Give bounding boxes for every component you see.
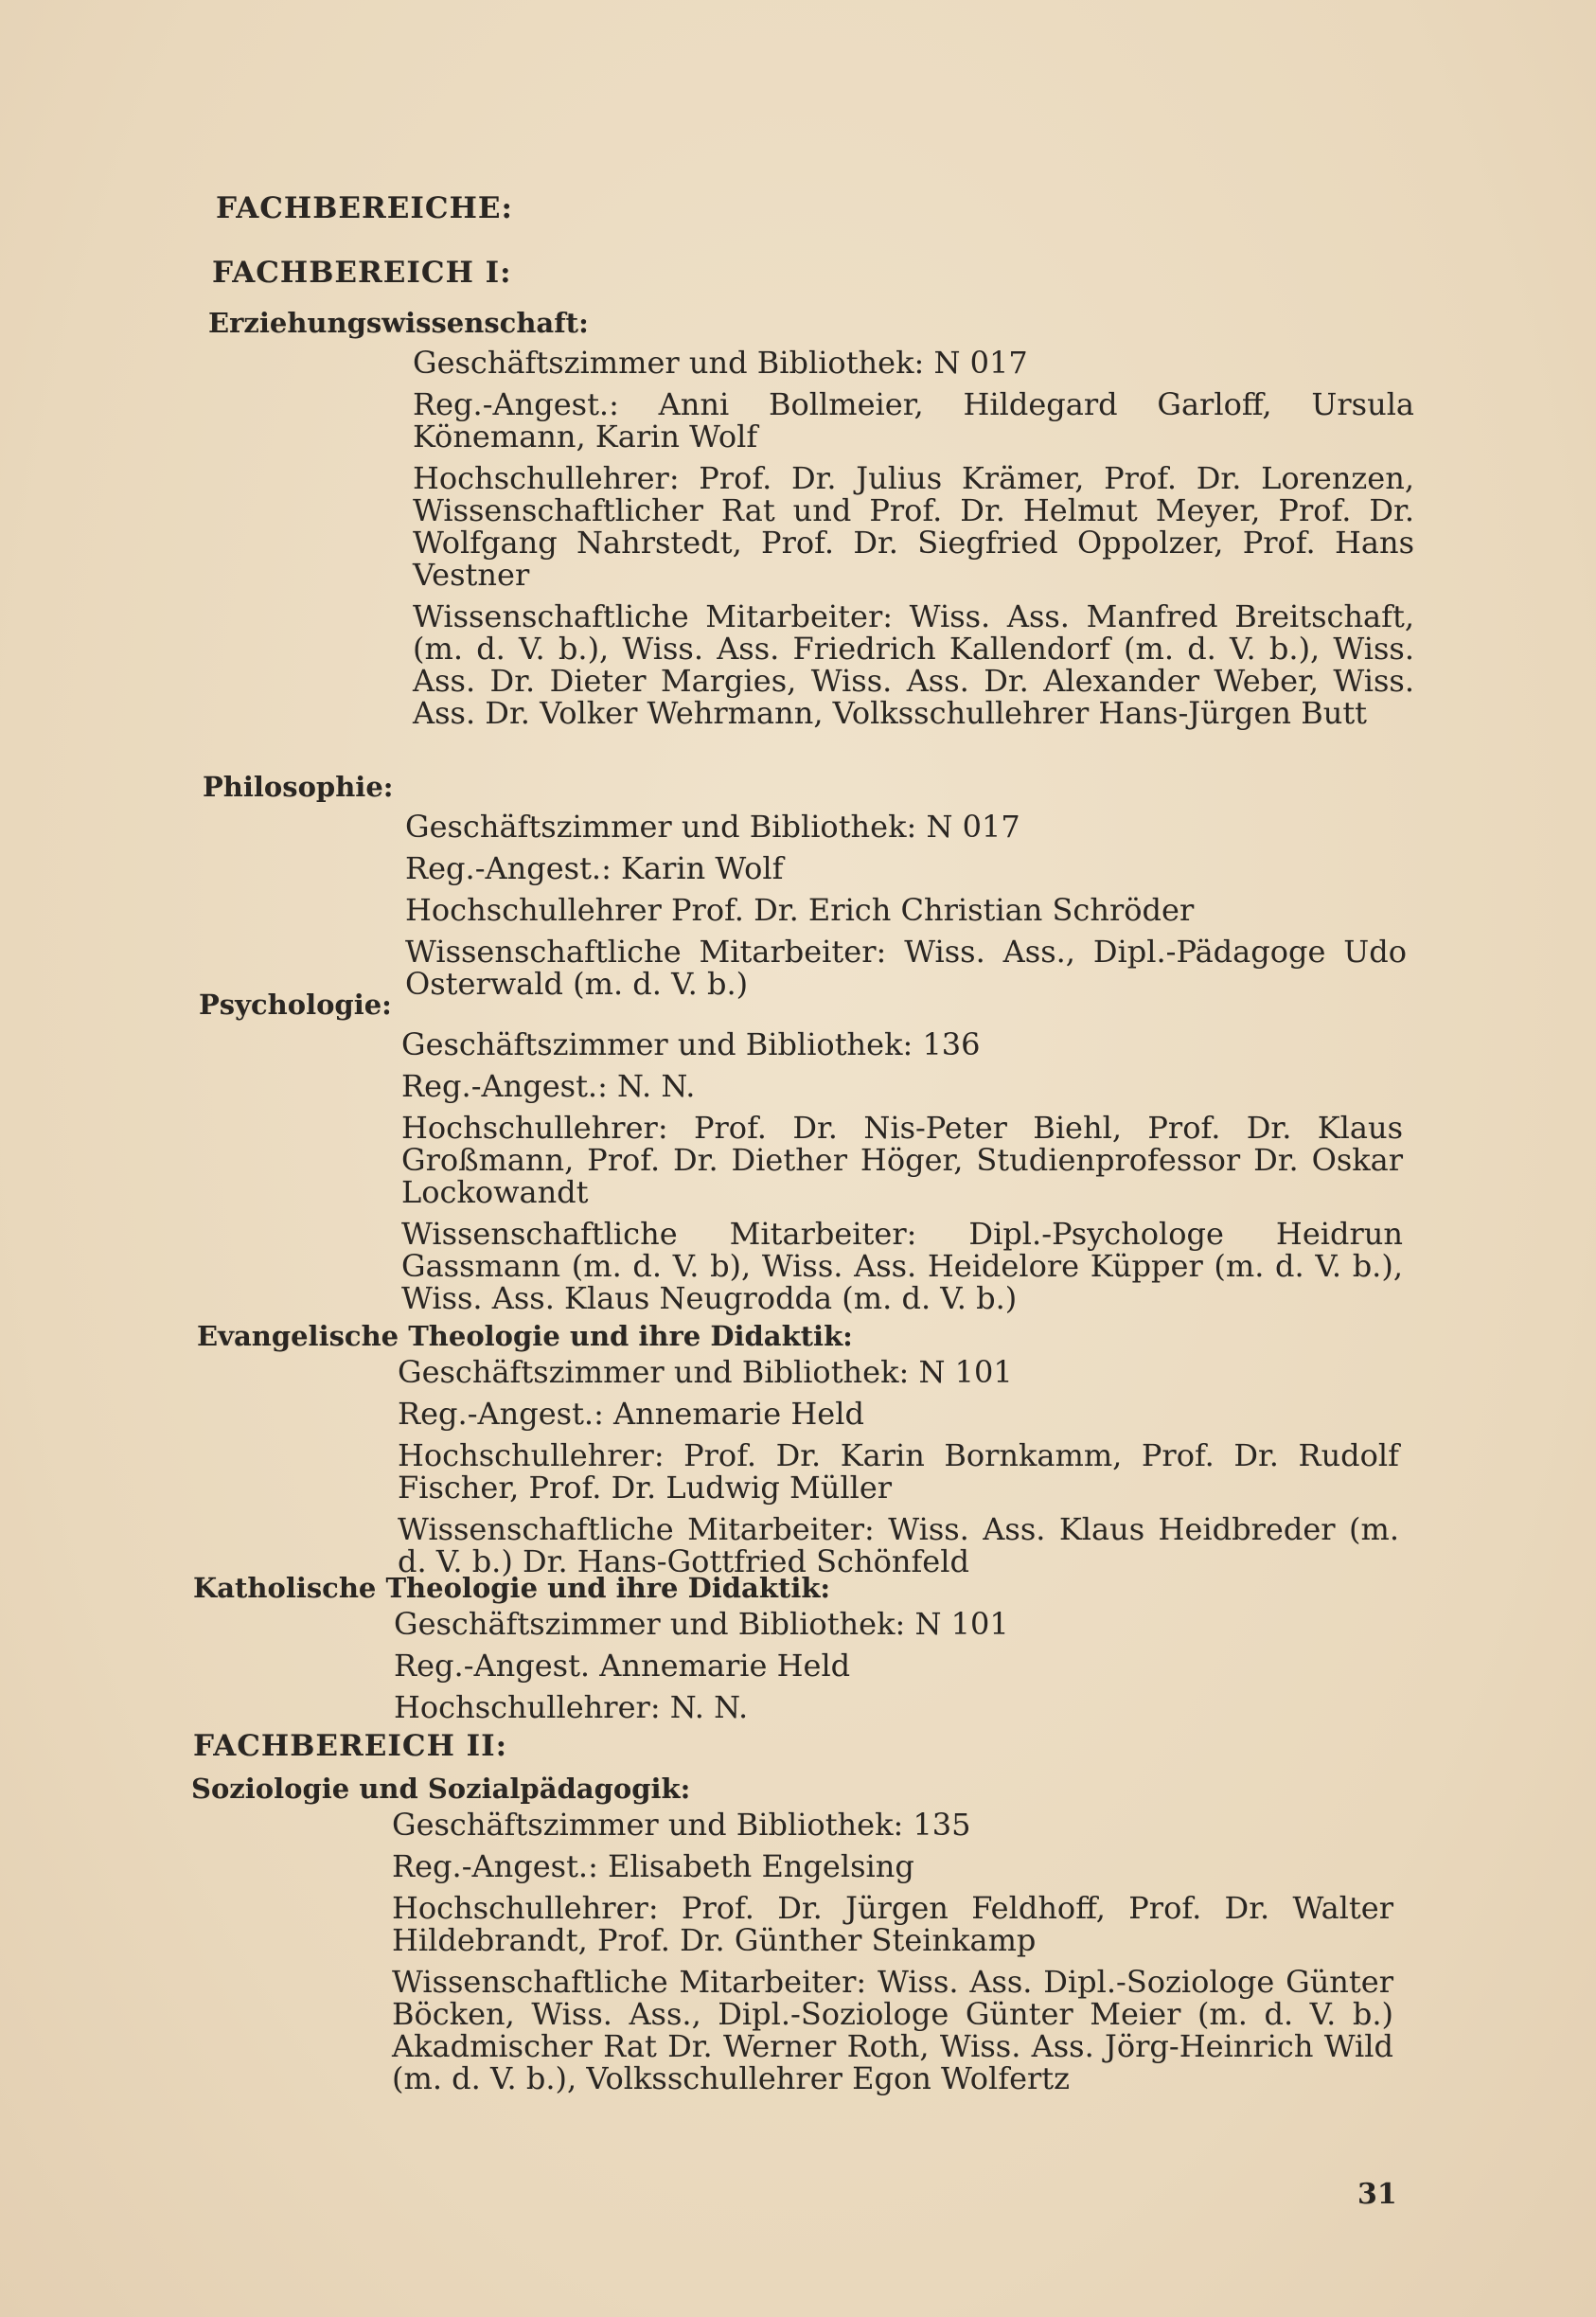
page-number: 31 — [1357, 2178, 1397, 2211]
section-entries-psychologie — [401, 1028, 1403, 1314]
entry-assistants: Wissenschaftliche Mitarbeiter: Wiss. Ass. Manfred Breitschaft, (m. d. V. b.), Wiss. Ass. Friedrich Kallendorf (m. d. V. b.), Wiss. Ass. Dr. Dieter Margies, Wiss. Ass. Dr. Alexander Weber, Wiss. Ass. Dr. Volker Wehrmann, Volksschullehrer Hans-Jürgen Butt — [413, 598, 1414, 731]
entry-staff: Reg.-Angest.: Karin Wolf — [405, 850, 784, 886]
entry-assistants: Wissenschaftliche Mitarbeiter: Wiss. Ass. Klaus Heidbreder (m. d. V. b.) Dr. Hans-Gottfried Schönfeld — [398, 1511, 1399, 1579]
entry-office: Geschäftszimmer und Bibliothek: N 101 — [398, 1354, 1013, 1390]
entry-staff: Reg.-Angest.: Anni Bollmeier, Hildegard Garloff, Ursula Könemann, Karin Wolf — [413, 386, 1414, 454]
section-title-katholische-theologie: Katholische Theologie und ihre Didaktik: — [193, 1572, 831, 1604]
section-title-evangelische-theologie: Evangelische Theologie und ihre Didaktik: — [197, 1320, 853, 1352]
entry-professors: Hochschullehrer: Prof. Dr. Karin Bornkamm, Prof. Dr. Rudolf Fischer, Prof. Dr. Ludwig Müller — [398, 1437, 1399, 1506]
section-entries-erziehungswissenschaft — [413, 347, 1414, 729]
section-entries-soziologie — [392, 1809, 1393, 2094]
entry-office: Geschäftszimmer und Bibliothek: N 017 — [413, 345, 1028, 381]
entry-professors: Hochschullehrer: Prof. Dr. Jürgen Feldhoff, Prof. Dr. Walter Hildebrandt, Prof. Dr. Günther Steinkamp — [392, 1890, 1393, 1958]
entry-professors: Hochschullehrer: Prof. Dr. Nis-Peter Biehl, Prof. Dr. Klaus Großmann, Prof. Dr. Diether Höger, Studienprofessor Dr. Oskar Lockowandt — [401, 1110, 1403, 1210]
entry-staff: Reg.-Angest.: N. N. — [401, 1068, 696, 1104]
fachbereich-1-heading: FACHBEREICH I: — [212, 256, 512, 290]
page-heading: FACHBEREICHE: — [216, 191, 513, 225]
section-entries-katholische-theologie — [394, 1608, 1395, 1723]
entry-office: Geschäftszimmer und Bibliothek: 135 — [392, 1807, 971, 1843]
entry-staff: Reg.-Angest. Annemarie Held — [394, 1648, 851, 1684]
section-title-soziologie: Soziologie und Sozialpädagogik: — [191, 1773, 691, 1805]
entry-professors: Hochschullehrer: Prof. Dr. Julius Krämer, Prof. Dr. Lorenzen, Wissenschaftlicher Rat und Prof. Dr. Helmut Meyer, Prof. Dr. Wolfgang Nahrstedt, Prof. Dr. Siegfried Oppolzer, Prof. Hans Vestner — [413, 460, 1414, 593]
entry-office: Geschäftszimmer und Bibliothek: N 101 — [394, 1606, 1009, 1642]
section-title-psychologie: Psychologie: — [199, 989, 392, 1021]
entry-assistants: Wissenschaftliche Mitarbeiter: Wiss. Ass., Dipl.-Pädagoge Udo Osterwald (m. d. V. b.) — [405, 934, 1407, 1002]
section-entries-evangelische-theologie — [398, 1356, 1399, 1577]
section-title-erziehungswissenschaft: Erziehungswissenschaft: — [208, 307, 589, 339]
entry-office: Geschäftszimmer und Bibliothek: N 017 — [405, 809, 1020, 845]
entry-professors: Hochschullehrer: N. N. — [394, 1689, 749, 1725]
entry-assistants: Wissenschaftliche Mitarbeiter: Wiss. Ass. Dipl.-Soziologe Günter Böcken, Wiss. Ass., Dipl.-Soziologe Günter Meier (m. d. V. b.) Akadmischer Rat Dr. Werner Roth, Wiss. Ass. Jörg-Heinrich Wild (m. d. V. b.), Volksschullehrer Egon Wolfertz — [392, 1964, 1393, 2096]
section-entries-philosophie — [405, 811, 1407, 1000]
entry-staff: Reg.-Angest.: Elisabeth Engelsing — [392, 1848, 914, 1884]
entry-professors: Hochschullehrer Prof. Dr. Erich Christian Schröder — [405, 892, 1195, 928]
entry-office: Geschäftszimmer und Bibliothek: 136 — [401, 1026, 981, 1062]
section-title-philosophie: Philosophie: — [203, 771, 394, 803]
fachbereich-2-heading: FACHBEREICH II: — [193, 1729, 508, 1763]
entry-assistants: Wissenschaftliche Mitarbeiter: Dipl.-Psychologe Heidrun Gassmann (m. d. V. b), Wiss. Ass. Heidelore Küpper (m. d. V. b.), Wiss. Ass. Klaus Neugrodda (m. d. V. b.) — [401, 1216, 1403, 1316]
entry-staff: Reg.-Angest.: Annemarie Held — [398, 1396, 864, 1432]
